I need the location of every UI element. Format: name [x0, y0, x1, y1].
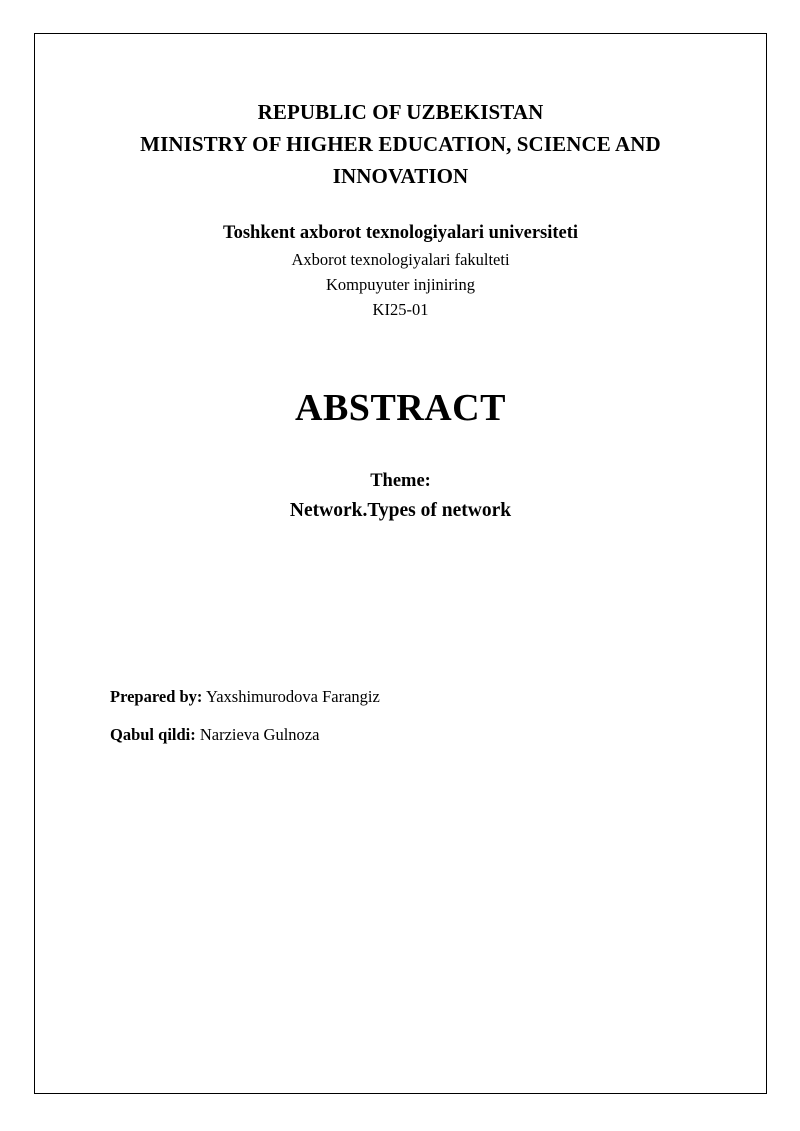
- institution-block: [76, 220, 725, 322]
- header-line-ministry-1: MINISTRY OF HIGHER EDUCATION, SCIENCE AND: [140, 132, 661, 156]
- accepted-by-value: Narzieva Gulnoza: [199, 725, 320, 744]
- group-code: KI25-01: [372, 300, 429, 319]
- theme-block: [76, 466, 725, 526]
- theme-label: Theme:: [370, 471, 431, 491]
- department-name: Kompuyuter injiniring: [326, 275, 475, 294]
- title-header-block: [76, 96, 725, 192]
- faculty-name: Axborot texnologiyalari fakulteti: [291, 250, 510, 269]
- header-line-ministry-2: INNOVATION: [332, 164, 469, 188]
- prepared-by-value: Yaxshimurodova Farangiz: [205, 687, 380, 706]
- accepted-by-label: Qabul qildi:: [110, 725, 196, 744]
- author-meta-block: [76, 678, 725, 754]
- document-type-title: ABSTRACT: [295, 387, 506, 429]
- university-name: Toshkent axborot texnologiyalari universiteti: [222, 223, 579, 243]
- theme-value: Network.Types of network: [289, 500, 512, 521]
- header-line-country: REPUBLIC OF UZBEKISTAN: [257, 100, 544, 124]
- prepared-by-label: Prepared by:: [110, 687, 203, 706]
- accepted-by-row: [110, 716, 725, 754]
- page-content: [34, 33, 767, 1094]
- prepared-by-row: [110, 678, 725, 716]
